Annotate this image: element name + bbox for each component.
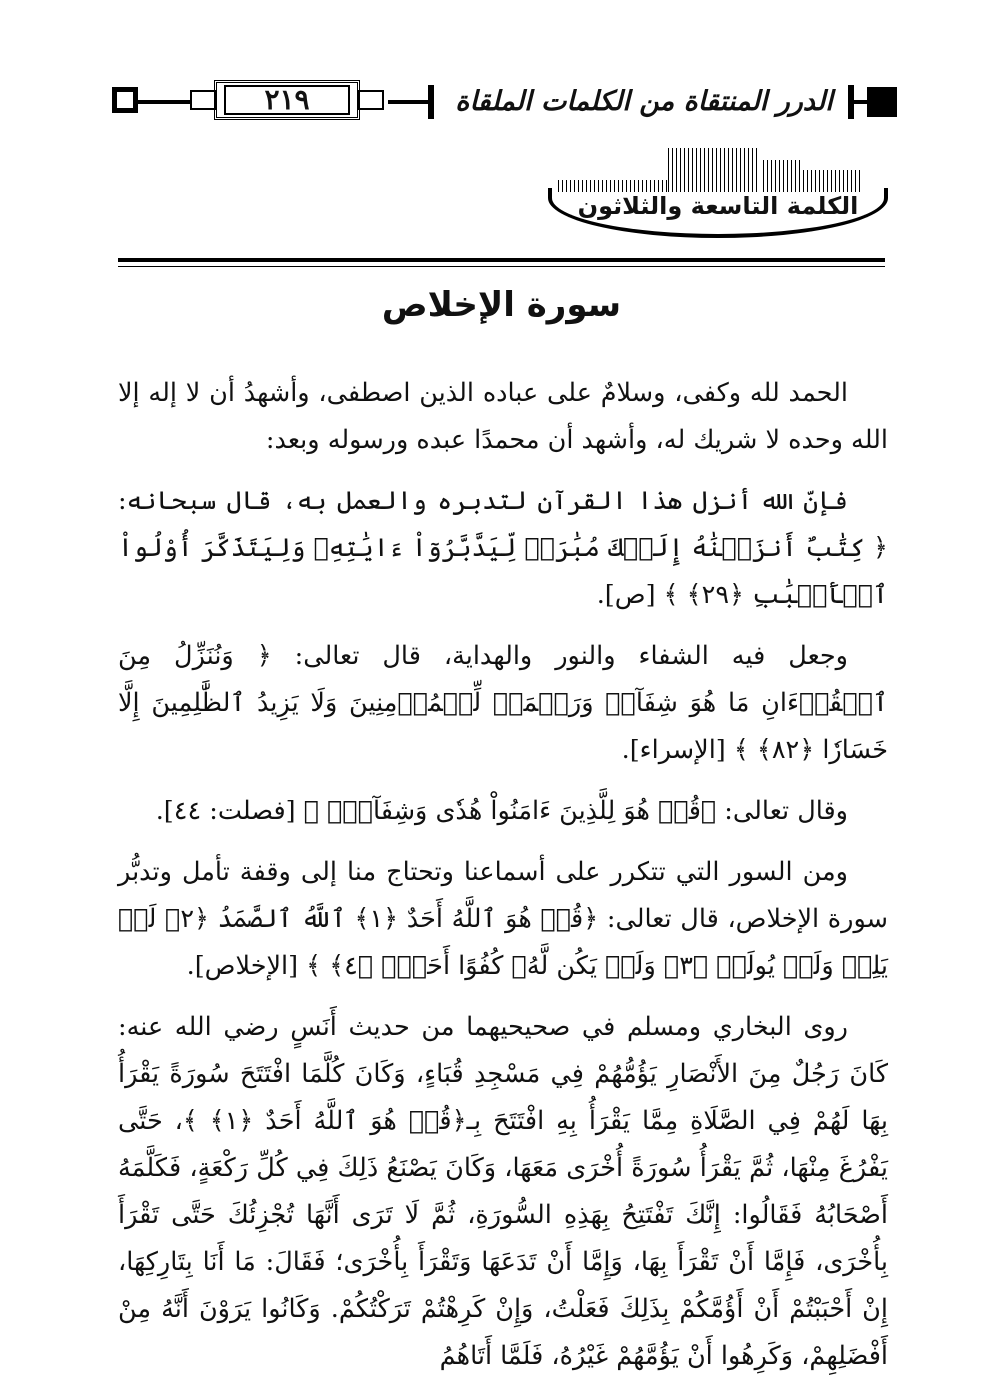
header-rule-middle [388,100,428,104]
chapter-title: الكلمة التاسعة والثلاثون [577,192,859,220]
paragraph: وقال تعالى: ﴿قُلۡ هُوَ لِلَّذِينَ ءَامَنُواْ هُدٗى وَشِفَآءٞۚ ﴾ [فصلت: ٤٤]. [155,796,848,826]
header-ornament-right [867,87,897,117]
header-rule-left [138,100,190,104]
page-number-frame [186,80,388,122]
section-divider [118,258,885,262]
paragraph: روى البخاري ومسلم في صحيحيهما من حديث أَنَسٍ رضي الله عنه: كَانَ رَجُلٌ مِنَ الأَنْصَارِ يَؤُمُّهُمْ فِي مَسْجِدِ قُبَاءٍ، وَكَانَ كُلَّمَا افْتَتَحَ سُورَةً يَقْرَأُ بِهَا لَهُمْ فِي الصَّلَاةِ مِمَّا يَقْرَأُ بِهِ افْتَتَحَ بِـ﴿قُلۡ هُوَ ٱللَّهُ أَحَدٌ ﴿١﴾ ﴾، حَتَّى يَفْرُغَ مِنْهَا، ثُمَّ يَقْرَأُ سُورَةً أُخْرَى مَعَهَا، وَكَانَ يَصْنَعُ ذَلِكَ فِي كُلِّ رَكْعَةٍ، فَكَلَّمَهُ أَصْحَابُهُ فَقَالُوا: إِنَّكَ تَفْتَتِحُ بِهَذِهِ السُّورَةِ، ثُمَّ لَا تَرَى أَنَّهَا تُجْزِئُكَ حَتَّى تَقْرَأَ بِأُخْرَى، فَإِمَّا أَنْ تَقْرَأَ بِهَا، وَإِمَّا أَنْ تَدَعَهَا وَتَقْرَأَ بِأُخْرَى؛ فَقَالَ: مَا أَنَا بِتَارِكِهَا، إِنْ أَحْبَبْتُمْ أَنْ أَؤُمَّكُمْ بِذَلِكَ فَعَلْتُ، وَإِنْ كَرِهْتُمْ تَرَكْتُكُمْ. وَكَانُوا يَرَوْنَ أَنَّهُ مِنْ أَفْضَلِهِمْ، وَكَرِهُوا أَنْ يَؤُمَّهُمْ غَيْرُهُ، فَلَمَّا أَتَاهُمُ [118,1012,888,1371]
page-number: ٢١٩ [224,85,350,115]
running-header [112,80,897,124]
header-ornament-left [112,87,138,113]
paragraph: وجعل فيه الشفاء والنور والهداية، قال تعالى: ﴿ وَنُنَزِّلُ مِنَ ٱلۡقُرۡءَانِ مَا هُوَ شِفَآءٞ وَرَحۡمَةٞ لِّلۡمُؤۡمِنِينَ وَلَا يَزِيدُ ٱلظَّٰلِمِينَ إِلَّا خَسَارٗا ﴿٨٢﴾ ﴾ [الإسراء]. [118,641,888,765]
book-title: الدرر المنتقاة من الكلمات الملقاة [455,86,833,117]
header-rule-right [854,100,868,104]
section-divider-thin [118,266,885,267]
page-number-ornament-right [358,90,384,110]
paragraph: ومن السور التي تتكرر على أسماعنا وتحتاج منا إلى وقفة تأمل وتدبُّر سورة الإخلاص، قال تعالى: ﴿قُلۡ هُوَ ٱللَّهُ أَحَدٌ ﴿١﴾ ٱللَّهُ ٱلصَّمَدُ ﴿٢﴾ لَمۡ يَلِدۡ وَلَمۡ يُولَدۡ ﴿٣﴾ وَلَمۡ يَكُن لَّهُۥ كُفُوًا أَحَدُۢ ﴿٤﴾ ﴾ [الإخلاص]. [118,857,888,981]
body-text [118,370,888,1394]
page-title: سورة الإخلاص [381,285,622,325]
chapter-banner [548,148,888,248]
header-bar-left [428,85,434,119]
paragraph: الحمد لله وكفى، وسلامٌ على عباده الذين اصطفى، وأشهدُ أن لا إله إلا الله وحده لا شريك له، وأشهد أن محمدًا عبده ورسوله وبعد: [118,378,888,455]
banner-hatch-decoration [668,148,758,192]
paragraph: فإنّ الله أنزل هذا القرآن لتدبره والعمل به، قال سبحانه: ﴿ كِتَٰبٌ أَنزَلۡنَٰهُ إِلَيۡكَ مُبَٰرَكٞ لِّيَدَّبَّرُوٓاْ ءَايَٰتِهِۦ وَلِيَتَذَكَّرَ أُوْلُواْ ٱلۡأَلۡبَٰبِ ﴿٢٩﴾ ﴾ [ص]. [118,486,888,610]
page-number-ornament-left [190,90,216,110]
